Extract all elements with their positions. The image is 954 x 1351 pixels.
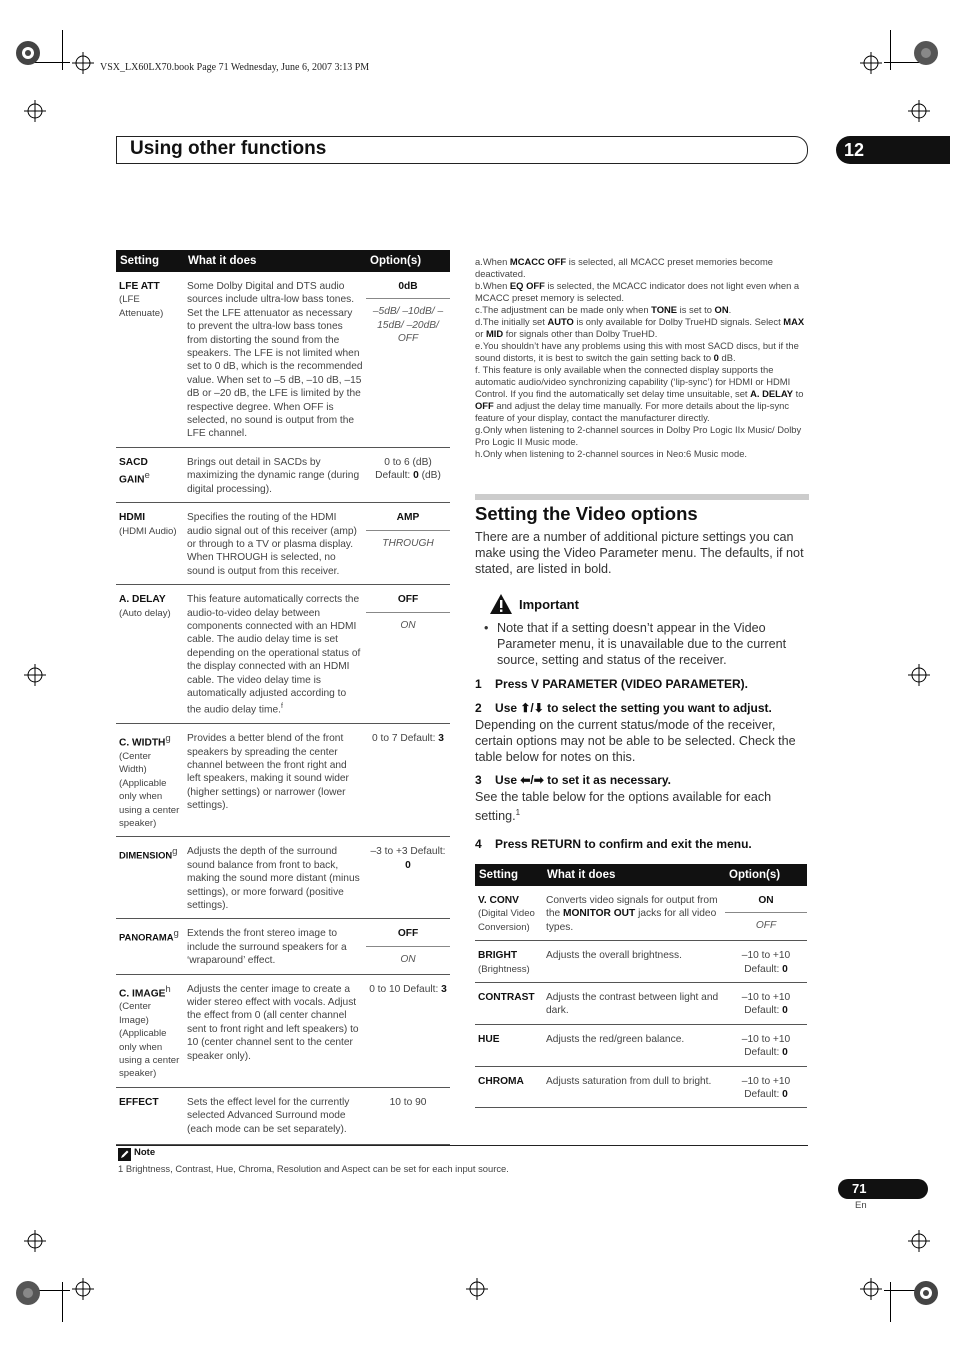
setting-subtitle: (Auto delay) [119,607,171,619]
setting-subtitle: (Digital Video Conversion) [478,908,535,933]
footnote: a.When MCACC OFF is selected, all MCACC preset memories become deactivated. [475,256,774,279]
option-alternatives: –5dB/ –10dB/ –15dB/ –20dB/ OFF [372,306,444,345]
audio-settings-table [116,250,450,1145]
setting-name: C. IMAGE [119,988,166,1000]
step-2: 2 Use ⬆/⬇ to select the setting you want to adjust. [475,701,772,715]
video-settings-table [475,864,807,1108]
footnote-ref: g [173,928,179,940]
crosshair-icon [24,664,46,686]
option-range: 10 to 90 [366,1087,450,1144]
option-default: 0dB [366,280,450,299]
table-header-row [116,250,450,272]
col-header: What it does [184,250,366,272]
setting-name: HUE [478,1033,500,1045]
table-header-row [475,864,807,886]
section-title: Setting the Video options [475,503,698,524]
option-alternatives: THROUGH [382,537,434,549]
step-2-text: Depending on the current status/mode of the receiver, certain options may not be able to be selected. Check the table below for notes on this. [475,718,796,764]
option-alternatives: ON [400,953,416,965]
setting-description: Adjusts the overall brightness. [543,941,725,983]
option-range: –10 to +10 Default: 0 [725,1066,807,1108]
table-row [475,941,807,983]
table-row [475,1066,807,1108]
footnotes [475,256,809,460]
important-note: • Note that if a setting doesn’t appear in the Video Parameter menu, it is unavailable due to the current source, setting and status of the receiver. [484,621,787,667]
col-header: Option(s) [366,250,450,272]
crosshair-icon [24,1230,46,1252]
table-row [116,919,450,974]
setting-name: BRIGHT [478,950,518,962]
setting-description: Adjusts the red/green balance. [543,1024,725,1066]
table-row [116,837,450,919]
note-pencil-icon [118,1148,131,1161]
note-label: Note [134,1147,156,1158]
registration-target-icon [913,1280,939,1306]
bullet: • [484,621,489,635]
crosshair-icon [466,1278,488,1300]
warning-icon [489,593,513,615]
option-range: –3 to +3 Default: 0 [366,837,450,919]
table-row [116,585,450,724]
footnote-ref: f [281,703,283,711]
setting-subtitle: (Center Width) (Applicable only when using a center speaker) [119,750,180,829]
crop-mark [62,30,63,70]
setting-description: Extends the front stereo image to include the surround speakers for a ‘wraparound’ effect. [184,919,366,974]
setting-name: PANORAMA [119,931,174,943]
table-row [475,886,807,941]
option-default: AMP [366,511,450,530]
setting-description: Adjusts the contrast between light and dark. [543,983,725,1025]
step-1: 1 Press V PARAMETER (VIDEO PARAMETER). [475,677,748,691]
step-3: 3 Use ⬅/➡ to set it as necessary. [475,773,671,787]
option-range: 0 to 6 (dB) Default: 0 (dB) [366,447,450,502]
note-divider [116,1145,808,1146]
crop-mark [890,1282,891,1322]
registration-target-icon [913,40,939,66]
option-range: –10 to +10 Default: 0 [725,983,807,1025]
setting-name: CHROMA [478,1075,524,1087]
crop-mark [890,30,891,70]
footnote: d.The initially set AUTO is only available for Dolby TrueHD signals. Select MAX or MID for signals other than Dolby TrueHD. [475,316,805,339]
footnote: g.Only when listening to 2-channel sources in Dolby Pro Logic IIx Music/ Dolby Pro Logic II Music mode. [475,424,802,447]
setting-subtitle: (Brightness) [478,963,530,975]
setting-description: Sets the effect level for the currently selected Advanced Surround mode (each mode can be set separately). [184,1087,366,1144]
table-row [116,447,450,502]
chapter-number: 12 [836,136,950,164]
footnote-ref: g [172,846,178,858]
page-number: 71 [838,1179,928,1199]
note-text: 1 Brightness, Contrast, Hue, Chroma, Resolution and Aspect can be set for each input source. [118,1163,509,1174]
section-divider [475,494,809,500]
crosshair-icon [24,100,46,122]
option-range: –10 to +10 Default: 0 [725,941,807,983]
setting-name: C. WIDTH [119,737,166,749]
footnote: b.When EQ OFF is selected, the MCACC indicator does not light even when a MCACC preset memory is selected. [475,280,800,303]
setting-name: A. DELAY [119,594,166,606]
crosshair-icon [860,52,882,74]
col-header: Setting [116,250,184,272]
table-row [116,974,450,1087]
section-intro: There are a number of additional picture settings you can make using the Video Parameter menu. The defaults, if not stated, are listed in bold. [475,530,804,576]
crosshair-icon [860,1278,882,1300]
option-default: OFF [366,927,450,946]
setting-name: SACD GAIN [119,456,148,486]
setting-description: Provides a better blend of the front speakers by spreading the center channel between the front right and left speakers, making it sound wider (higher settings) or narrower (lower settings). [184,724,366,837]
crosshair-icon [908,664,930,686]
option-default: OFF [366,593,450,612]
setting-description: Brings out detail in SACDs by maximizing the dynamic range (during digital processing). [184,447,366,502]
step-4: 4 Press RETURN to confirm and exit the menu. [475,837,752,851]
crop-mark [62,1282,63,1322]
crosshair-icon [908,100,930,122]
setting-name: CONTRAST [478,992,535,1004]
col-header: Setting [475,864,543,886]
crosshair-icon [72,1278,94,1300]
footnote: h.Only when listening to 2-channel sources in Neo:6 Music mode. [475,448,748,459]
language-code: En [855,1200,867,1211]
setting-name: V. CONV [478,895,519,906]
setting-description: Specifies the routing of the HDMI audio signal out of this receiver (amp) or through to a TV or plasma display. When THROUGH is selected, no sound is output from this receiver. [184,503,366,585]
col-header: What it does [543,864,725,886]
step-3-text: See the table below for the options available for each setting.$^1$ [475,790,772,824]
option-alternatives: ON [400,619,416,631]
table-row [116,503,450,585]
registration-target-icon [15,1280,41,1306]
option-range: –10 to +10 Default: 0 [725,1024,807,1066]
setting-name: DIMENSION [119,849,173,861]
crosshair-icon [908,1230,930,1252]
setting-description: Some Dolby Digital and DTS audio sources include ultra-low bass tones. Set the LFE attenuator as necessary to prevent the ultra-low bass tones from distorting the sound from the speakers. The LFE is not limited when set to 0 dB, which is the recommended value. When set to –5 dB, –10 dB, –15 dB or –20 dB, the LFE is limited by the respective degree. When OFF is selected, no sound is output from the LFE channel. [184,272,366,447]
footnote: c.The adjustment can be made only when TONE is set to ON. [475,304,732,315]
footnote: f. This feature is only available when the connected display supports the automatic audio/video synchronizing capability (‘lip-sync’) for HDMI or HDMI Control. If you find the automatically set delay time unsuitable, set A. DELAY to OFF and adjust the delay time manually. For more details about the lip-sync feature of your display, contact the manufacturer directly. [475,364,804,423]
footnote: e.You shouldn’t have any problems using this with most SACD discs, but if the sound distorts, it is best to switch the gain setting back to 0 dB. [475,340,799,363]
setting-description: Adjusts saturation from dull to bright. [543,1066,725,1108]
table-row [116,1087,450,1144]
setting-description: Adjusts the center image to create a wider stereo effect with vocals. Adjust the effect from 0 (all center channel sent to front right and left speakers) to 10 (center channel sent to the center speaker only). [184,974,366,1087]
setting-subtitle: (LFE Attenuate) [119,294,164,319]
setting-name: EFFECT [119,1096,159,1108]
setting-name: HDMI [119,512,146,524]
option-range: 0 to 7 Default: 3 [366,724,450,837]
setting-subtitle: (HDMI Audio) [119,525,177,537]
footnote-ref: g [165,733,171,745]
setting-name: LFE ATT [119,281,160,292]
footnote-ref: h [165,983,171,995]
setting-description: Converts video signals for output from the MONITOR OUT jacks for all video types. [543,886,725,941]
setting-subtitle: (Center Image) (Applicable only when using a center speaker) [119,1001,180,1080]
registration-target-icon [15,40,41,66]
page-title: Using other functions [130,138,327,159]
setting-description: Adjusts the depth of the surround sound balance from front to back, making the sound more distant (minus settings), or more forward (positive settings). [184,837,366,919]
print-info: VSX_LX60LX70.book Page 71 Wednesday, June 6, 2007 3:13 PM [100,62,370,73]
table-row [475,1024,807,1066]
option-alternatives: OFF [755,920,777,932]
col-header: Option(s) [725,864,807,886]
setting-description: This feature automatically corrects the audio-to-video delay between components connected with an HDMI cable. The audio delay time is set depending on the operational status of the display connected with an HDMI cable. The video delay time is automatically adjusted according to the audio delay time.$^f$ [184,585,366,724]
table-row [116,724,450,837]
option-range: 0 to 10 Default: 3 [366,974,450,1087]
important-label: Important [519,597,579,612]
option-default: ON [725,894,807,913]
footnote-ref: e [144,470,150,482]
crosshair-icon [72,52,94,74]
table-row [116,272,450,447]
table-row [475,983,807,1025]
